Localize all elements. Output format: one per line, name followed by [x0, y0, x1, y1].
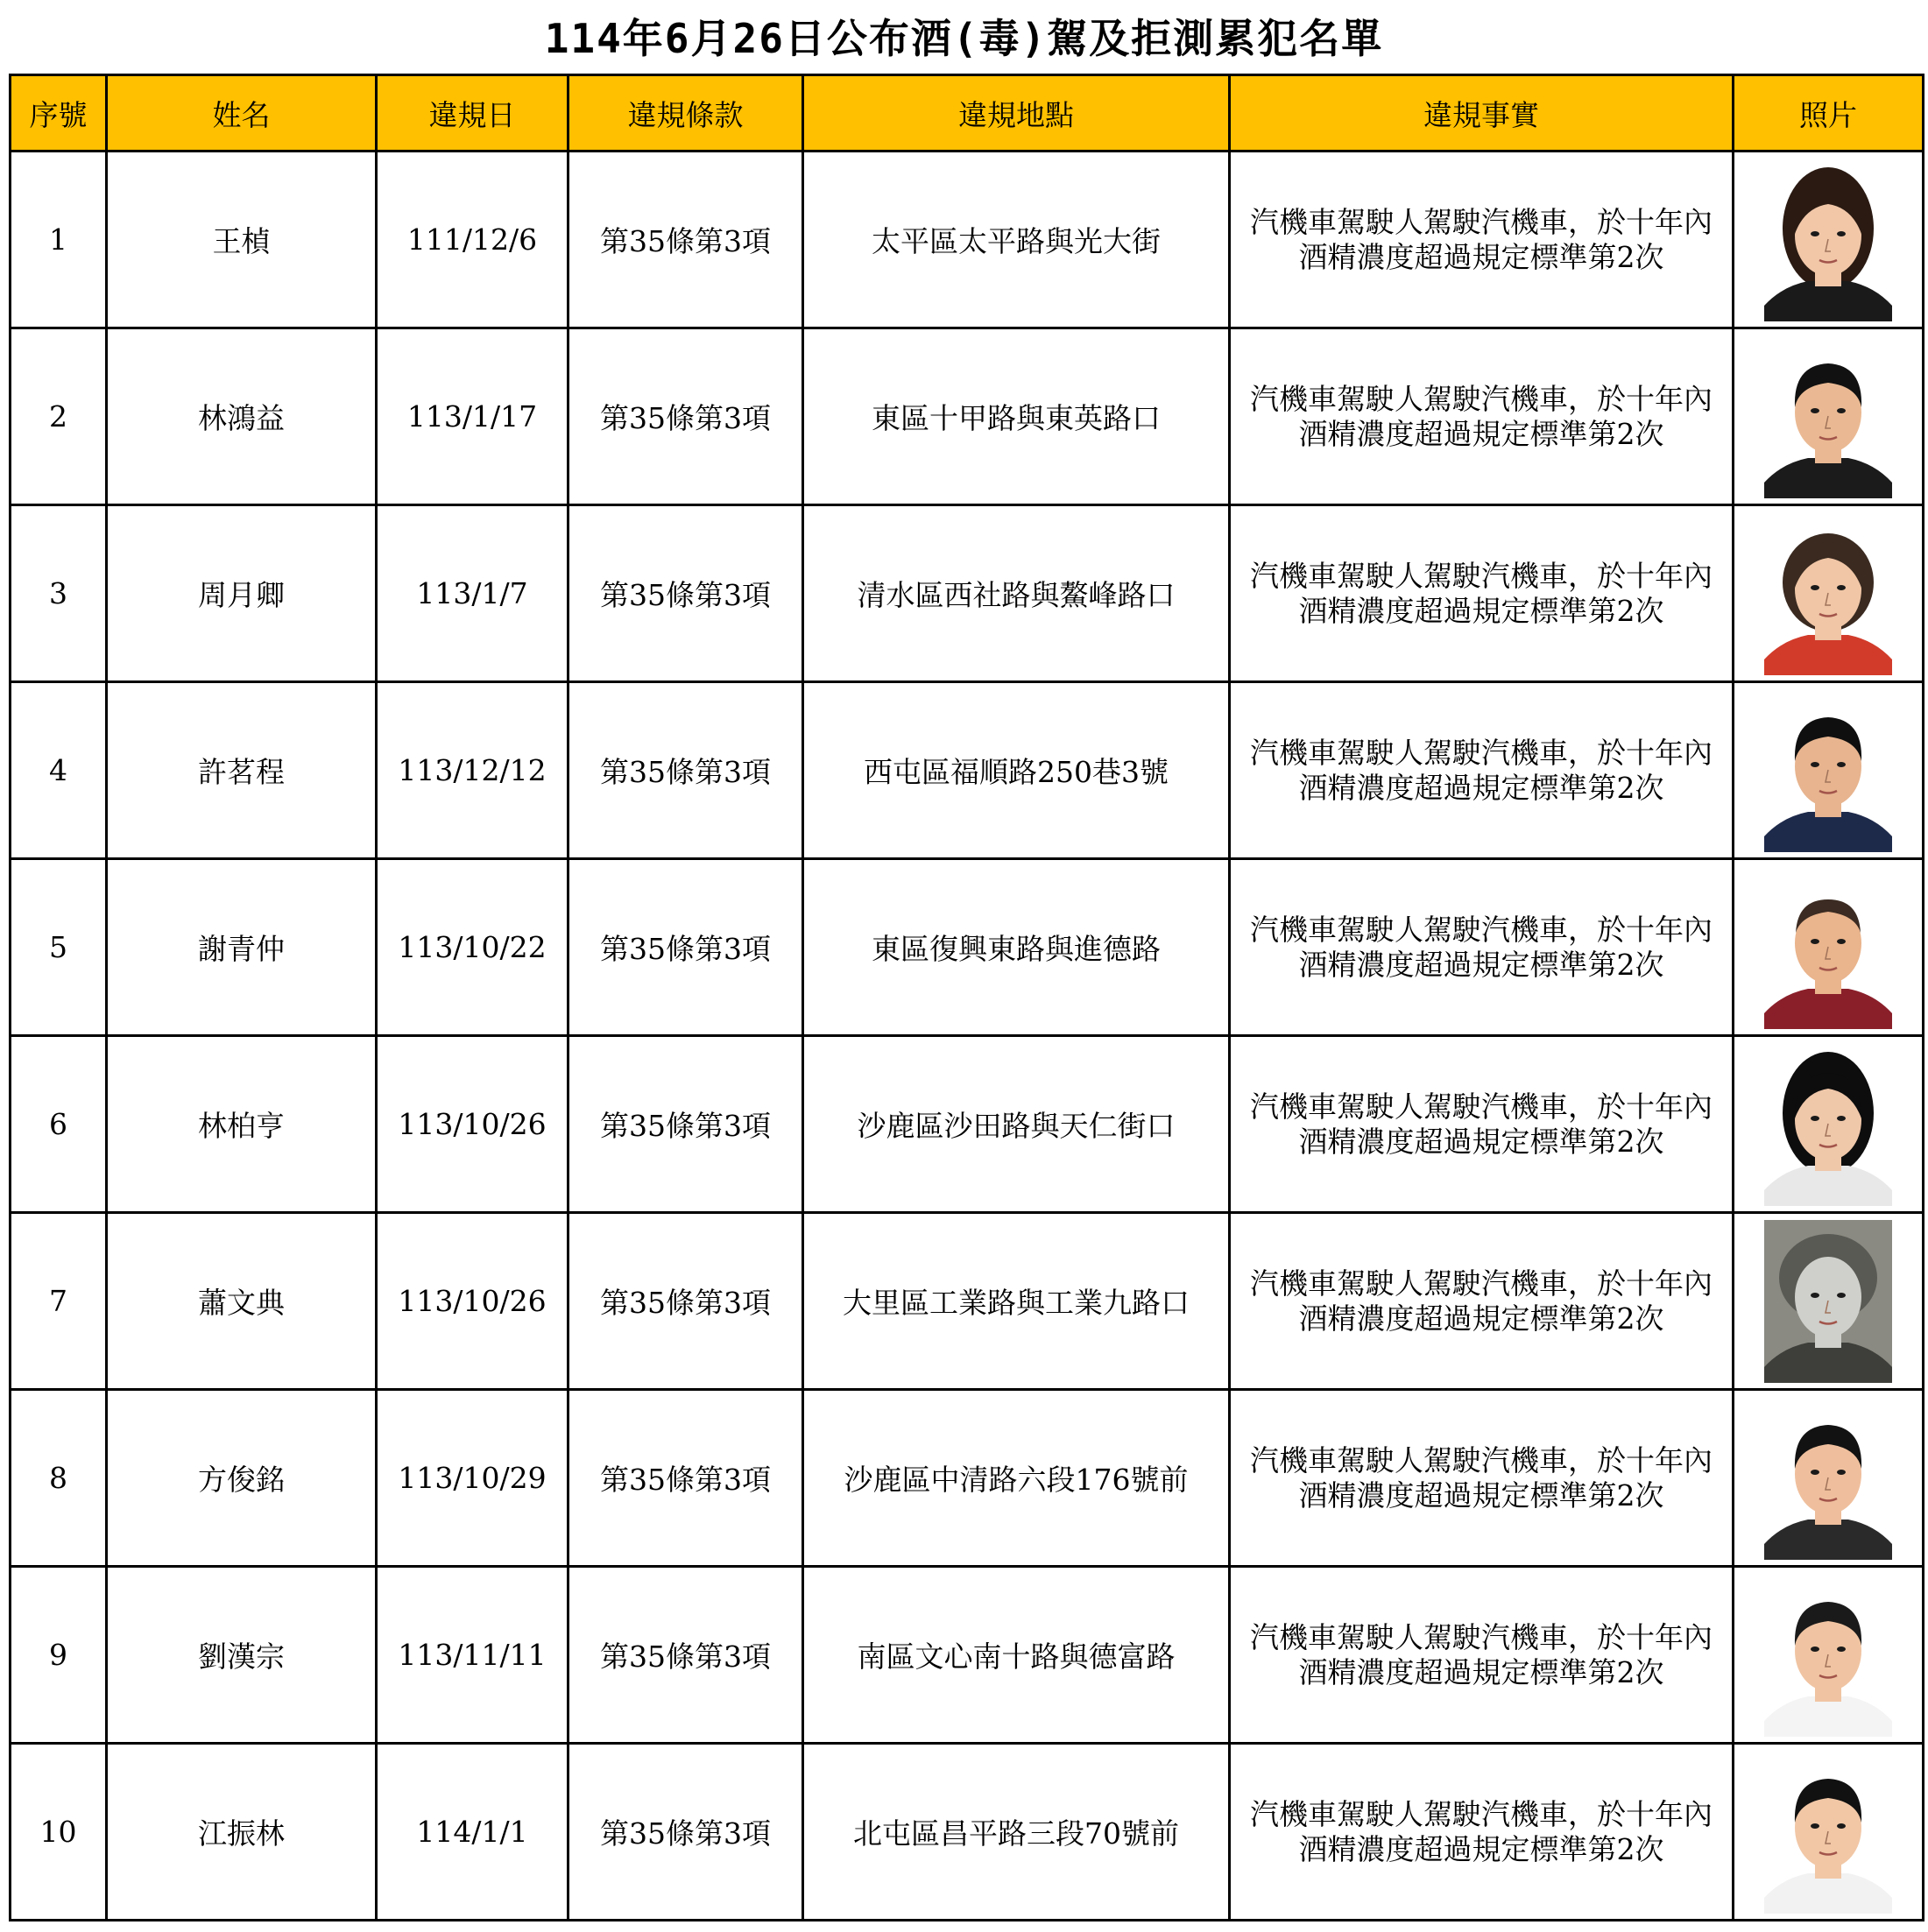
row-clause: 第35條第3項 [569, 1213, 803, 1390]
left-eye [1811, 585, 1819, 590]
row-location: 沙鹿區沙田路與天仁街口 [803, 1036, 1230, 1213]
row-name: 許茗程 [107, 682, 377, 859]
face-shape [1795, 1257, 1861, 1337]
fact-line-1: 汽機車駕駛人駕駛汽機車，於十年內 [1250, 1442, 1713, 1477]
row-seq: 8 [11, 1390, 107, 1567]
right-eye [1837, 585, 1846, 590]
row-date: 111/12/6 [377, 152, 569, 328]
left-eye [1811, 1470, 1819, 1475]
row-fact [1230, 1390, 1734, 1567]
portrait-photo [1764, 512, 1892, 675]
row-location: 清水區西社路與鰲峰路口 [803, 505, 1230, 682]
row-fact [1230, 505, 1734, 682]
row-date: 114/1/1 [377, 1744, 569, 1921]
portrait-photo [1764, 1043, 1892, 1206]
fact-line-2: 酒精濃度超過規定標準第2次 [1298, 1301, 1664, 1336]
table-header-row [11, 75, 1924, 152]
fact-line-1: 汽機車駕駛人駕駛汽機車，於十年內 [1250, 381, 1713, 416]
header-name: 姓名 [107, 75, 377, 152]
fact-line-2: 酒精濃度超過規定標準第2次 [1298, 239, 1664, 274]
row-date: 113/1/17 [377, 328, 569, 505]
offender-table [9, 74, 1924, 1921]
portrait-photo [1764, 1751, 1892, 1914]
row-date: 113/12/12 [377, 682, 569, 859]
row-clause: 第35條第3項 [569, 1036, 803, 1213]
row-seq: 2 [11, 328, 107, 505]
row-seq: 5 [11, 859, 107, 1036]
row-photo [1734, 328, 1924, 505]
row-date: 113/1/7 [377, 505, 569, 682]
row-clause: 第35條第3項 [569, 152, 803, 328]
portrait-photo [1764, 1220, 1892, 1383]
row-seq: 10 [11, 1744, 107, 1921]
row-seq: 4 [11, 682, 107, 859]
row-name: 謝青仲 [107, 859, 377, 1036]
right-eye [1837, 231, 1846, 236]
fact-line-1: 汽機車駕駛人駕駛汽機車，於十年內 [1250, 204, 1713, 239]
table-row [11, 1213, 1924, 1390]
row-date: 113/10/22 [377, 859, 569, 1036]
row-date: 113/10/26 [377, 1213, 569, 1390]
fact-line-1: 汽機車駕駛人駕駛汽機車，於十年內 [1250, 1266, 1713, 1301]
table-row [11, 1036, 1924, 1213]
row-fact [1230, 1213, 1734, 1390]
table-row [11, 1744, 1924, 1921]
table-row [11, 152, 1924, 328]
portrait-photo [1764, 1397, 1892, 1560]
portrait-photo [1764, 335, 1892, 498]
fact-line-1: 汽機車駕駛人駕駛汽機車，於十年內 [1250, 735, 1713, 770]
row-location: 東區十甲路與東英路口 [803, 328, 1230, 505]
row-name: 劉漢宗 [107, 1567, 377, 1744]
fact-line-2: 酒精濃度超過規定標準第2次 [1298, 947, 1664, 982]
row-name: 林鴻益 [107, 328, 377, 505]
row-photo [1734, 1036, 1924, 1213]
table-row [11, 1390, 1924, 1567]
header-seq: 序號 [11, 75, 107, 152]
header-clause: 違規條款 [569, 75, 803, 152]
row-fact [1230, 152, 1734, 328]
left-eye [1811, 408, 1819, 413]
row-fact [1230, 682, 1734, 859]
right-eye [1837, 1293, 1846, 1298]
fact-line-1: 汽機車駕駛人駕駛汽機車，於十年內 [1250, 558, 1713, 593]
row-name: 王楨 [107, 152, 377, 328]
row-clause: 第35條第3項 [569, 505, 803, 682]
row-name: 方俊銘 [107, 1390, 377, 1567]
right-eye [1837, 762, 1846, 767]
header-date: 違規日 [377, 75, 569, 152]
row-photo [1734, 682, 1924, 859]
row-seq: 1 [11, 152, 107, 328]
header-location: 違規地點 [803, 75, 1230, 152]
fact-line-2: 酒精濃度超過規定標準第2次 [1298, 1124, 1664, 1159]
row-fact [1230, 1567, 1734, 1744]
row-fact [1230, 1036, 1734, 1213]
row-date: 113/11/11 [377, 1567, 569, 1744]
portrait-photo [1764, 159, 1892, 321]
row-seq: 6 [11, 1036, 107, 1213]
right-eye [1837, 1116, 1846, 1121]
fact-line-2: 酒精濃度超過規定標準第2次 [1298, 1654, 1664, 1689]
row-clause: 第35條第3項 [569, 682, 803, 859]
fact-line-1: 汽機車駕駛人駕駛汽機車，於十年內 [1250, 1796, 1713, 1831]
fact-line-1: 汽機車駕駛人駕駛汽機車，於十年內 [1250, 912, 1713, 947]
left-eye [1811, 1646, 1819, 1652]
row-location: 北屯區昌平路三段70號前 [803, 1744, 1230, 1921]
row-name: 林柏亨 [107, 1036, 377, 1213]
row-name: 周月卿 [107, 505, 377, 682]
row-photo [1734, 1390, 1924, 1567]
right-eye [1837, 1823, 1846, 1829]
table-row [11, 328, 1924, 505]
row-seq: 9 [11, 1567, 107, 1744]
table-row [11, 505, 1924, 682]
row-photo [1734, 1213, 1924, 1390]
fact-line-2: 酒精濃度超過規定標準第2次 [1298, 1477, 1664, 1512]
right-eye [1837, 1470, 1846, 1475]
row-date: 113/10/26 [377, 1036, 569, 1213]
left-eye [1811, 231, 1819, 236]
row-fact [1230, 328, 1734, 505]
fact-line-2: 酒精濃度超過規定標準第2次 [1298, 416, 1664, 451]
row-clause: 第35條第3項 [569, 859, 803, 1036]
row-clause: 第35條第3項 [569, 1390, 803, 1567]
row-photo [1734, 859, 1924, 1036]
portrait-photo [1764, 1574, 1892, 1737]
left-eye [1811, 1116, 1819, 1121]
row-location: 西屯區福順路250巷3號 [803, 682, 1230, 859]
row-clause: 第35條第3項 [569, 328, 803, 505]
table-row [11, 682, 1924, 859]
row-name: 江振林 [107, 1744, 377, 1921]
row-fact [1230, 859, 1734, 1036]
portrait-photo [1764, 689, 1892, 852]
fact-line-2: 酒精濃度超過規定標準第2次 [1298, 1831, 1664, 1866]
left-eye [1811, 1293, 1819, 1298]
fact-line-1: 汽機車駕駛人駕駛汽機車，於十年內 [1250, 1619, 1713, 1654]
row-name: 蕭文典 [107, 1213, 377, 1390]
table-row [11, 1567, 1924, 1744]
row-location: 東區復興東路與進德路 [803, 859, 1230, 1036]
row-clause: 第35條第3項 [569, 1744, 803, 1921]
header-fact: 違規事實 [1230, 75, 1734, 152]
portrait-photo [1764, 866, 1892, 1029]
row-photo [1734, 1744, 1924, 1921]
row-location: 南區文心南十路與德富路 [803, 1567, 1230, 1744]
row-seq: 3 [11, 505, 107, 682]
row-photo [1734, 1567, 1924, 1744]
fact-line-1: 汽機車駕駛人駕駛汽機車，於十年內 [1250, 1089, 1713, 1124]
row-fact [1230, 1744, 1734, 1921]
row-photo [1734, 152, 1924, 328]
row-location: 大里區工業路與工業九路口 [803, 1213, 1230, 1390]
left-eye [1811, 939, 1819, 944]
right-eye [1837, 1646, 1846, 1652]
fact-line-2: 酒精濃度超過規定標準第2次 [1298, 770, 1664, 805]
right-eye [1837, 408, 1846, 413]
row-location: 太平區太平路與光大街 [803, 152, 1230, 328]
table-row [11, 859, 1924, 1036]
page-title: 114年6月26日公布酒(毒)駕及拒測累犯名單 [544, 15, 1384, 62]
fact-line-2: 酒精濃度超過規定標準第2次 [1298, 593, 1664, 628]
left-eye [1811, 1823, 1819, 1829]
row-photo [1734, 505, 1924, 682]
right-eye [1837, 939, 1846, 944]
row-clause: 第35條第3項 [569, 1567, 803, 1744]
header-photo: 照片 [1734, 75, 1924, 152]
row-seq: 7 [11, 1213, 107, 1390]
row-date: 113/10/29 [377, 1390, 569, 1567]
row-location: 沙鹿區中清路六段176號前 [803, 1390, 1230, 1567]
left-eye [1811, 762, 1819, 767]
